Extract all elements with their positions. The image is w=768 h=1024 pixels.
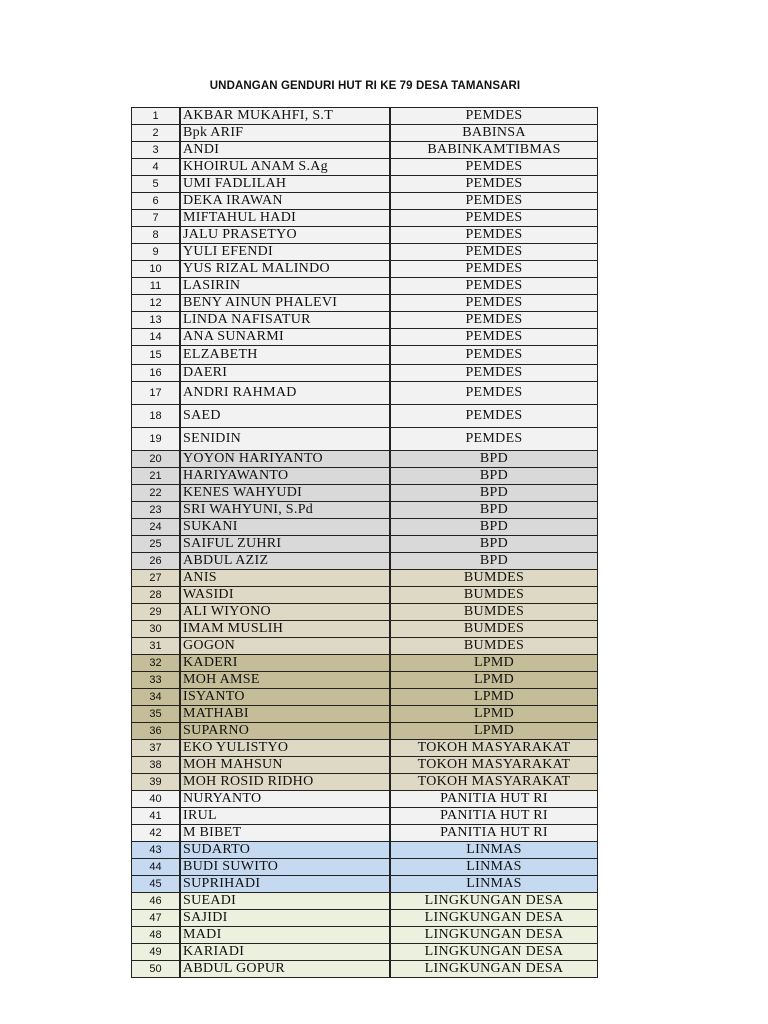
guest-name: MOH AMSE — [180, 672, 390, 689]
table-row — [132, 842, 598, 859]
guest-name: JALU PRASETYO — [180, 227, 390, 244]
guest-table — [131, 107, 598, 978]
guest-role: BUMDES — [390, 587, 598, 604]
guest-name: SUPARNO — [180, 723, 390, 740]
guest-name: Bpk ARIF — [180, 125, 390, 142]
row-number: 36 — [132, 723, 181, 740]
guest-role: TOKOH MASYARAKAT — [390, 757, 598, 774]
guest-name: KARIADI — [180, 944, 390, 961]
guest-role: LINGKUNGAN DESA — [390, 961, 598, 978]
table-row — [132, 329, 598, 346]
table-row — [132, 621, 598, 638]
table-row — [132, 774, 598, 791]
guest-name: SAED — [180, 405, 390, 428]
guest-name: ISYANTO — [180, 689, 390, 706]
row-number: 49 — [132, 944, 181, 961]
table-row — [132, 159, 598, 176]
table-row — [132, 740, 598, 757]
row-number: 39 — [132, 774, 181, 791]
row-number: 45 — [132, 876, 181, 893]
row-number: 31 — [132, 638, 181, 655]
guest-name: BENY AINUN PHALEVI — [180, 295, 390, 312]
guest-name: MOH ROSID RIDHO — [180, 774, 390, 791]
guest-name: EKO YULISTYO — [180, 740, 390, 757]
row-number: 38 — [132, 757, 181, 774]
table-row — [132, 570, 598, 587]
guest-role: TOKOH MASYARAKAT — [390, 774, 598, 791]
guest-role: BPD — [390, 519, 598, 536]
table-row — [132, 672, 598, 689]
row-number: 25 — [132, 536, 181, 553]
guest-name: ANIS — [180, 570, 390, 587]
guest-name: YOYON HARIYANTO — [180, 451, 390, 468]
row-number: 27 — [132, 570, 181, 587]
guest-table-body — [132, 108, 598, 978]
row-number: 20 — [132, 451, 181, 468]
guest-role: BPD — [390, 451, 598, 468]
guest-role: PEMDES — [390, 382, 598, 405]
guest-name: SAJIDI — [180, 910, 390, 927]
row-number: 21 — [132, 468, 181, 485]
guest-name: ALI WIYONO — [180, 604, 390, 621]
table-row — [132, 893, 598, 910]
table-row — [132, 655, 598, 672]
table-row — [132, 859, 598, 876]
guest-name: IMAM MUSLIH — [180, 621, 390, 638]
table-row — [132, 757, 598, 774]
table-row — [132, 485, 598, 502]
guest-role: LINMAS — [390, 842, 598, 859]
row-number: 9 — [132, 244, 181, 261]
table-row — [132, 451, 598, 468]
guest-name: ABDUL GOPUR — [180, 961, 390, 978]
guest-role: PANITIA HUT RI — [390, 791, 598, 808]
row-number: 42 — [132, 825, 181, 842]
table-row — [132, 365, 598, 382]
table-row — [132, 176, 598, 193]
row-number: 23 — [132, 502, 181, 519]
row-number: 44 — [132, 859, 181, 876]
guest-role: PEMDES — [390, 227, 598, 244]
guest-role: PEMDES — [390, 295, 598, 312]
guest-name: SENIDIN — [180, 428, 390, 451]
table-row — [132, 604, 598, 621]
guest-name: IRUL — [180, 808, 390, 825]
guest-name: MIFTAHUL HADI — [180, 210, 390, 227]
table-row — [132, 808, 598, 825]
guest-name: ELZABETH — [180, 346, 390, 365]
table-row — [132, 961, 598, 978]
row-number: 40 — [132, 791, 181, 808]
table-row — [132, 405, 598, 428]
guest-role: PEMDES — [390, 365, 598, 382]
guest-role: LPMD — [390, 689, 598, 706]
guest-role: LINGKUNGAN DESA — [390, 927, 598, 944]
guest-role: BUMDES — [390, 621, 598, 638]
table-row — [132, 142, 598, 159]
row-number: 37 — [132, 740, 181, 757]
table-row — [132, 553, 598, 570]
row-number: 33 — [132, 672, 181, 689]
guest-name: GOGON — [180, 638, 390, 655]
document-title: UNDANGAN GENDURI HUT RI KE 79 DESA TAMANSARI — [209, 80, 521, 92]
table-row — [132, 791, 598, 808]
guest-role: PEMDES — [390, 405, 598, 428]
guest-name: UMI FADLILAH — [180, 176, 390, 193]
guest-role: LINMAS — [390, 859, 598, 876]
table-row — [132, 346, 598, 365]
row-number: 2 — [132, 125, 181, 142]
guest-role: LPMD — [390, 655, 598, 672]
row-number: 19 — [132, 428, 181, 451]
guest-role: PEMDES — [390, 346, 598, 365]
guest-role: PEMDES — [390, 261, 598, 278]
guest-role: PEMDES — [390, 278, 598, 295]
guest-role: BABINSA — [390, 125, 598, 142]
guest-role: PEMDES — [390, 159, 598, 176]
row-number: 5 — [132, 176, 181, 193]
table-row — [132, 689, 598, 706]
row-number: 10 — [132, 261, 181, 278]
table-row — [132, 825, 598, 842]
row-number: 50 — [132, 961, 181, 978]
table-row — [132, 927, 598, 944]
guest-name: ANA SUNARMI — [180, 329, 390, 346]
guest-role: BPD — [390, 502, 598, 519]
guest-role: LPMD — [390, 672, 598, 689]
row-number: 13 — [132, 312, 181, 329]
guest-name: SRI WAHYUNI, S.Pd — [180, 502, 390, 519]
guest-name: KHOIRUL ANAM S.Ag — [180, 159, 390, 176]
row-number: 24 — [132, 519, 181, 536]
guest-role: PEMDES — [390, 244, 598, 261]
guest-name: WASIDI — [180, 587, 390, 604]
guest-name: HARIYAWANTO — [180, 468, 390, 485]
row-number: 17 — [132, 382, 181, 405]
table-row — [132, 382, 598, 405]
row-number: 47 — [132, 910, 181, 927]
table-row — [132, 706, 598, 723]
row-number: 1 — [132, 108, 181, 125]
guest-name: AKBAR MUKAHFI, S.T — [180, 108, 390, 125]
guest-name: BUDI SUWITO — [180, 859, 390, 876]
guest-role: PEMDES — [390, 329, 598, 346]
table-row — [132, 944, 598, 961]
guest-name: LINDA NAFISATUR — [180, 312, 390, 329]
row-number: 8 — [132, 227, 181, 244]
guest-role: BABINKAMTIBMAS — [390, 142, 598, 159]
table-row — [132, 278, 598, 295]
table-row — [132, 910, 598, 927]
guest-role: LINGKUNGAN DESA — [390, 944, 598, 961]
guest-name: MADI — [180, 927, 390, 944]
table-row — [132, 723, 598, 740]
guest-name: NURYANTO — [180, 791, 390, 808]
row-number: 22 — [132, 485, 181, 502]
row-number: 12 — [132, 295, 181, 312]
row-number: 32 — [132, 655, 181, 672]
table-row — [132, 536, 598, 553]
guest-name: MATHABI — [180, 706, 390, 723]
guest-role: LPMD — [390, 723, 598, 740]
row-number: 35 — [132, 706, 181, 723]
table-row — [132, 108, 598, 125]
guest-role: PEMDES — [390, 312, 598, 329]
guest-role: BUMDES — [390, 638, 598, 655]
row-number: 46 — [132, 893, 181, 910]
guest-name: MOH MAHSUN — [180, 757, 390, 774]
table-row — [132, 227, 598, 244]
table-row — [132, 193, 598, 210]
row-number: 4 — [132, 159, 181, 176]
row-number: 26 — [132, 553, 181, 570]
row-number: 30 — [132, 621, 181, 638]
row-number: 41 — [132, 808, 181, 825]
guest-name: ANDI — [180, 142, 390, 159]
guest-name: KENES WAHYUDI — [180, 485, 390, 502]
guest-role: BPD — [390, 536, 598, 553]
table-row — [132, 468, 598, 485]
guest-role: PEMDES — [390, 428, 598, 451]
guest-role: LINGKUNGAN DESA — [390, 893, 598, 910]
guest-name: M BIBET — [180, 825, 390, 842]
guest-name: KADERI — [180, 655, 390, 672]
table-row — [132, 519, 598, 536]
row-number: 34 — [132, 689, 181, 706]
guest-name: SUKANI — [180, 519, 390, 536]
guest-role: PEMDES — [390, 108, 598, 125]
row-number: 11 — [132, 278, 181, 295]
row-number: 43 — [132, 842, 181, 859]
guest-role: PANITIA HUT RI — [390, 808, 598, 825]
table-row — [132, 295, 598, 312]
row-number: 29 — [132, 604, 181, 621]
guest-role: TOKOH MASYARAKAT — [390, 740, 598, 757]
table-row — [132, 428, 598, 451]
guest-name: LASIRIN — [180, 278, 390, 295]
guest-role: LINMAS — [390, 876, 598, 893]
row-number: 28 — [132, 587, 181, 604]
row-number: 18 — [132, 405, 181, 428]
table-row — [132, 638, 598, 655]
guest-role: PEMDES — [390, 176, 598, 193]
table-row — [132, 125, 598, 142]
guest-name: DAERI — [180, 365, 390, 382]
table-row — [132, 244, 598, 261]
guest-name: SUEADI — [180, 893, 390, 910]
guest-name: ANDRI RAHMAD — [180, 382, 390, 405]
guest-role: LPMD — [390, 706, 598, 723]
row-number: 6 — [132, 193, 181, 210]
guest-name: SUDARTO — [180, 842, 390, 859]
guest-name: ABDUL AZIZ — [180, 553, 390, 570]
row-number: 16 — [132, 365, 181, 382]
row-number: 7 — [132, 210, 181, 227]
guest-name: SAIFUL ZUHRI — [180, 536, 390, 553]
guest-role: BUMDES — [390, 604, 598, 621]
guest-name: YUS RIZAL MALINDO — [180, 261, 390, 278]
guest-name: YULI EFENDI — [180, 244, 390, 261]
guest-role: BPD — [390, 485, 598, 502]
guest-role: BPD — [390, 553, 598, 570]
guest-role: PANITIA HUT RI — [390, 825, 598, 842]
table-row — [132, 587, 598, 604]
guest-name: SUPRIHADI — [180, 876, 390, 893]
guest-role: PEMDES — [390, 210, 598, 227]
guest-role: BUMDES — [390, 570, 598, 587]
row-number: 48 — [132, 927, 181, 944]
table-row — [132, 876, 598, 893]
guest-role: BPD — [390, 468, 598, 485]
guest-name: DEKA IRAWAN — [180, 193, 390, 210]
table-row — [132, 210, 598, 227]
row-number: 3 — [132, 142, 181, 159]
table-row — [132, 312, 598, 329]
guest-role: LINGKUNGAN DESA — [390, 910, 598, 927]
row-number: 14 — [132, 329, 181, 346]
guest-role: PEMDES — [390, 193, 598, 210]
table-row — [132, 261, 598, 278]
table-row — [132, 502, 598, 519]
row-number: 15 — [132, 346, 181, 365]
